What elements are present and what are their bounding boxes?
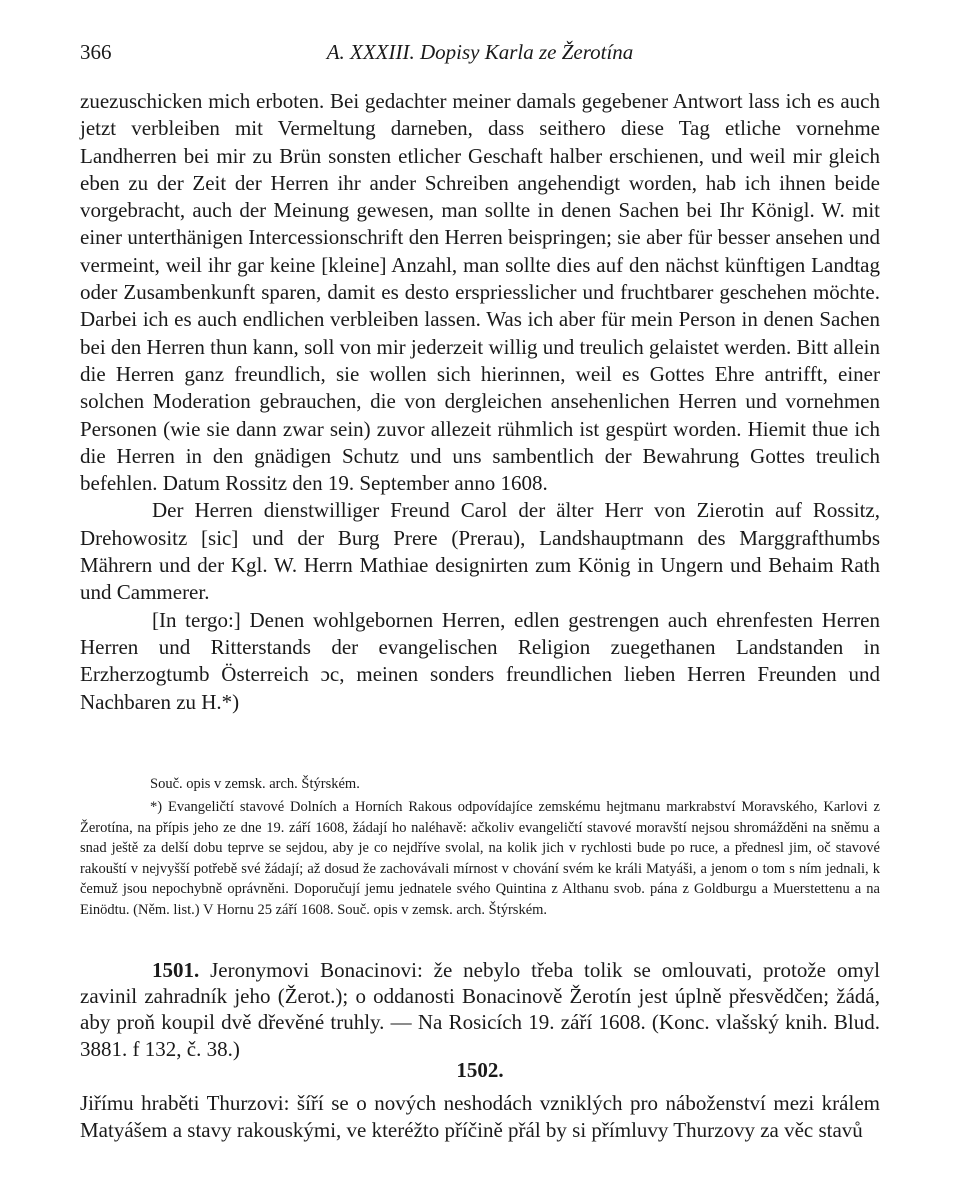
regest-text: Jeronymovi Bonacinovi: že nebylo třeba tolik se omlouvati, protože omyl zavinil zahradník jeho (Žerot.); o oddanosti Bonacinově Žerotín jest úplně přesvědčen; žádá, aby proň koupil dvě dřevěné truhly. — Na Rosicích 19. září 1608. (Konc. vlašský knih. Blud. 3881. f 132, č. 38.) bbox=[80, 958, 880, 1061]
letter-1502 bbox=[80, 1090, 880, 1143]
regest-paragraph bbox=[80, 957, 880, 1062]
source-note: Souč. opis v zemsk. arch. Štýrském. bbox=[150, 776, 360, 792]
signature-paragraph: Der Herren dienstwilliger Freund Carol der älter Herr von Zierotin auf Rossitz, Drehowositz [sic] und der Burg Prere (Prerau), Landshauptmann des Marggrafthumbs Mährern und der Kgl. W. Herrn Mathiae designirten zum König in Ungern und Behaim Rath und Cammerer. bbox=[80, 498, 880, 605]
page-header bbox=[80, 40, 880, 70]
letter-number-heading: 1502. bbox=[456, 1058, 504, 1082]
page-number: 366 bbox=[80, 40, 112, 64]
letter-1502-text: Jiřímu hraběti Thurzovi: šíří se o nových neshodách vzniklých pro náboženství mezi králem Matyášem a stavy rakouskými, ve kteréžto příčině přál by si přímluvy Thurzovy za věc stavů bbox=[80, 1091, 880, 1142]
regest-number: 1501. bbox=[152, 958, 200, 982]
footnote-text: *) Evangeličtí stavové Dolních a Horních Rakous odpovídajíce zemskému hejtmanu markrabství Moravského, Karlovi z Žerotína, na přípis jeho ze dne 19. září 1608, žádají ho naléhavě: ačkoliv evangeličtí stavové moravští nejsou shromážděni na sněmu a snad ještě za delší dobu teprve se sejdou, aby je co nejdříve svolal, na kolik jich v rychlosti bude po ruce, a přednesl jim, oč stavové rakouští v nejvyšší potřebě své žádají; až dosud že zachovávali mírnost v chování svém ke králi Matyáši, a jenom o tom s ním jednali, k čemuž jsou nepochybně oprávněni. Doporučují jemu jednatele svého Quintina z Althanu svob. pána z Goldburgu a Muerstettenu a na Einödtu. (Něm. list.) V Hornu 25 září 1608. Souč. opis v zemsk. arch. Štýrském. bbox=[80, 799, 880, 918]
footnote bbox=[80, 797, 880, 920]
running-title: A. XXXIII. Dopisy Karla ze Žerotína bbox=[326, 40, 634, 64]
letter-body bbox=[80, 88, 880, 716]
letter-paragraph: zuezuschicken mich erboten. Bei gedachter meiner damals gegebener Antwort lass ich es auch jetzt verbleiben mit Vermeltung darneben, dass seithero diese Tag etliche vornehme Landherren bei mir zu Brün sonsten etlicher Geschaft halber erschienen, und weil mir gleich eben zu der Zeit der Herren ihr ander Schreiben angehendigt worden, hab ich ihnen beide vorgebracht, auch der Meinung gewesen, man sollte in denen Sachen bei Ihr Königl. W. mit einer unterthänigen Intercessionschrift den Herren beispringen; sie aber für besser ansehen und vermeint, weil ihr gar keine [kleine] Anzahl, man sollte dies auf den nächst künftigen Landtag oder Zusambenkunft sparen, damit es desto erspriesslicher und fruchtbarer geschehen möchte. Darbei ich es auch endlichen verbleiben lassen. Was ich aber für mein Person in denen Sachen bei den Herren thun kann, soll von mir jederzeit willig und treulich gelaistet werden. Bitt allein die Herren ganz freundlich, sie wollen sich hierinnen, weil es Gottes Ehre antrifft, einer solchen Moderation gebrauchen, die von dergleichen ansehenlichen Herren und vornehmen Personen (wie sie dann zwar sein) zuvor allezeit rühmlich ist gespürt worden. Hiemit thue ich die Herren in den gnädigen Schutz und uns sambentlich der Bewahrung Gottes treulich befehlen. Datum Rossitz den 19. September anno 1608. bbox=[80, 89, 880, 496]
address-paragraph: [In tergo:] Denen wohlgebornen Herren, edlen gestrengen auch ehrenfesten Herren Herren und Ritterstands der evangelischen Religion zuegethanen Landstanden in Erzherzogtumb Österreich ɔc, meinen sonders freundlichen lieben Herren Freunden und Nachbaren zu H.*) bbox=[80, 607, 880, 714]
regest-1501 bbox=[80, 957, 880, 1062]
